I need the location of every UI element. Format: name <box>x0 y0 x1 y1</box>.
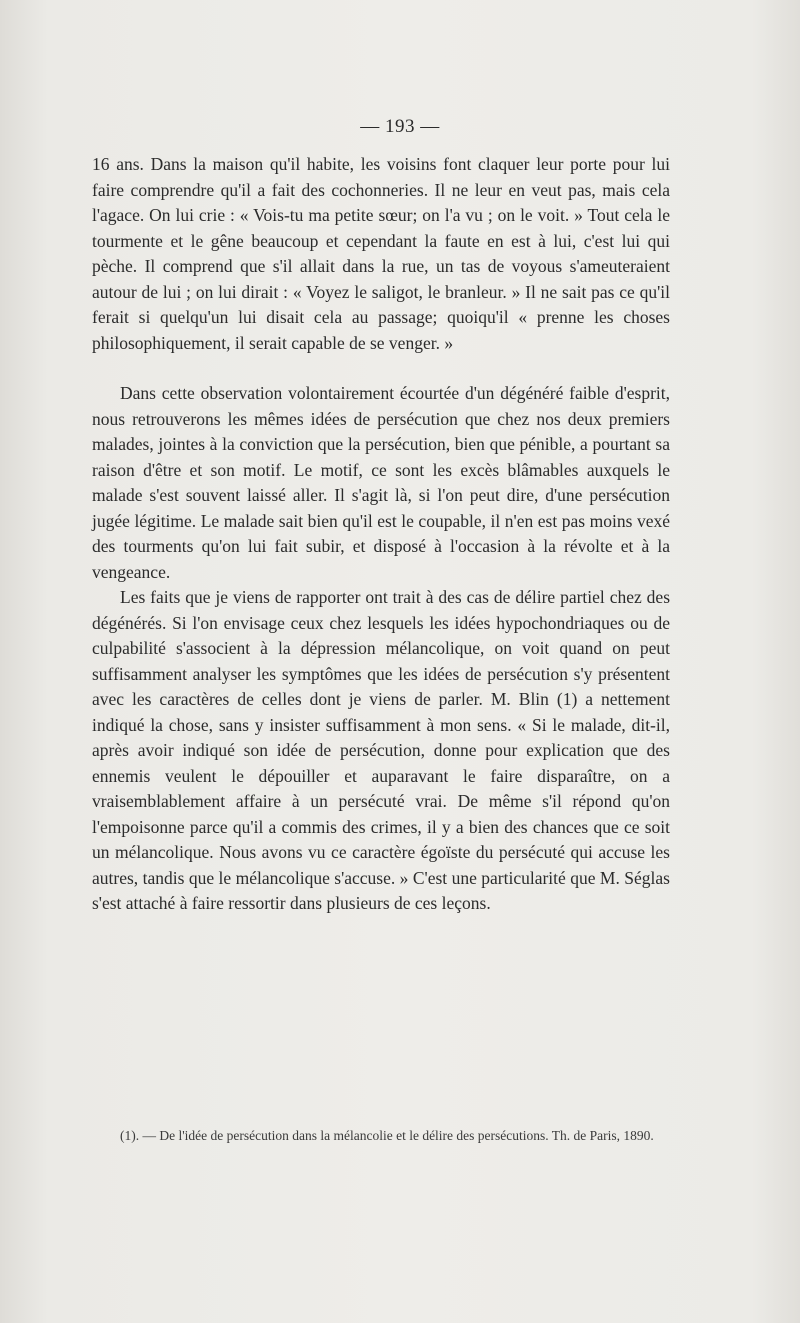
paragraph-partial-delirium: Les faits que je viens de rapporter ont trait à des cas de délire partiel chez des dégénérés. Si l'on envisage ceux chez lesquels les idées hypochondriaques ou de culpabilité s'associent à la dépression mélancolique, on voit quand on peut suffisamment analyser les symptômes que les idées de persécution s'y présentent avec les caractères de celles dont je viens de parler. M. Blin (1) a nettement indiqué la chose, sans y insister suffisamment à mon sens. « Si le malade, dit-il, après avoir indiqué son idée de persécution, donne pour explication que des ennemis veulent le dépouiller et auparavant le faire disparaître, on a vraisemblablement affaire à un persécuté vrai. De même s'il répond qu'on l'empoisonne parce qu'il a commis des crimes, il y a bien des chances que ce soit un mélancolique. Nous avons vu ce caractère égoïste du persécuté qui accuse les autres, tandis que le mélancolique s'accuse. » C'est une particularité que M. Séglas s'est attaché à faire ressortir dans plusieurs de ces leçons. <box>92 587 670 913</box>
footnote: (1). — De l'idée de persécution dans la mélancolie et le délire des persécutions. Th. de Paris, 1890. <box>120 1128 654 1143</box>
body-text <box>92 152 670 917</box>
paragraph-observation: Dans cette observation volontairement écourtée d'un dégénéré faible d'esprit, nous retrouverons les mêmes idées de persécution que chez nos deux premiers malades, jointes à la conviction que la persécution, bien que pénible, a pourtant sa raison d'être et son motif. Le motif, ce sont les excès blâmables auxquels le malade s'est souvent laissé aller. Il s'agit là, si l'on peut dire, d'une persécution jugée légitime. Le malade sait bien qu'il est le coupable, il n'en est pas moins vexé des tourments qu'on lui fait subir, et disposé à l'occasion à la révolte et à la vengeance. <box>92 383 670 582</box>
paragraph-continuation: 16 ans. Dans la maison qu'il habite, les voisins font claquer leur porte pour lui faire comprendre qu'il a fait des cochonneries. Il ne leur en veut pas, mais cela l'agace. On lui crie : « Vois-tu ma petite sœur; on l'a vu ; on le voit. » Tout cela le tourmente et le gêne beaucoup et cependant la faute en est à lui, c'est lui qui pèche. Il comprend que s'il allait dans la rue, un tas de voyous s'ameuteraient autour de lui ; on lui dirait : « Voyez le saligot, le branleur. » Il ne sait pas ce qu'il ferait si quelqu'un lui disait cela au passage; quoiqu'il « prenne les choses philosophiquement, il serait capable de se venger. » <box>92 154 670 353</box>
page-number: — 193 — <box>360 116 440 137</box>
